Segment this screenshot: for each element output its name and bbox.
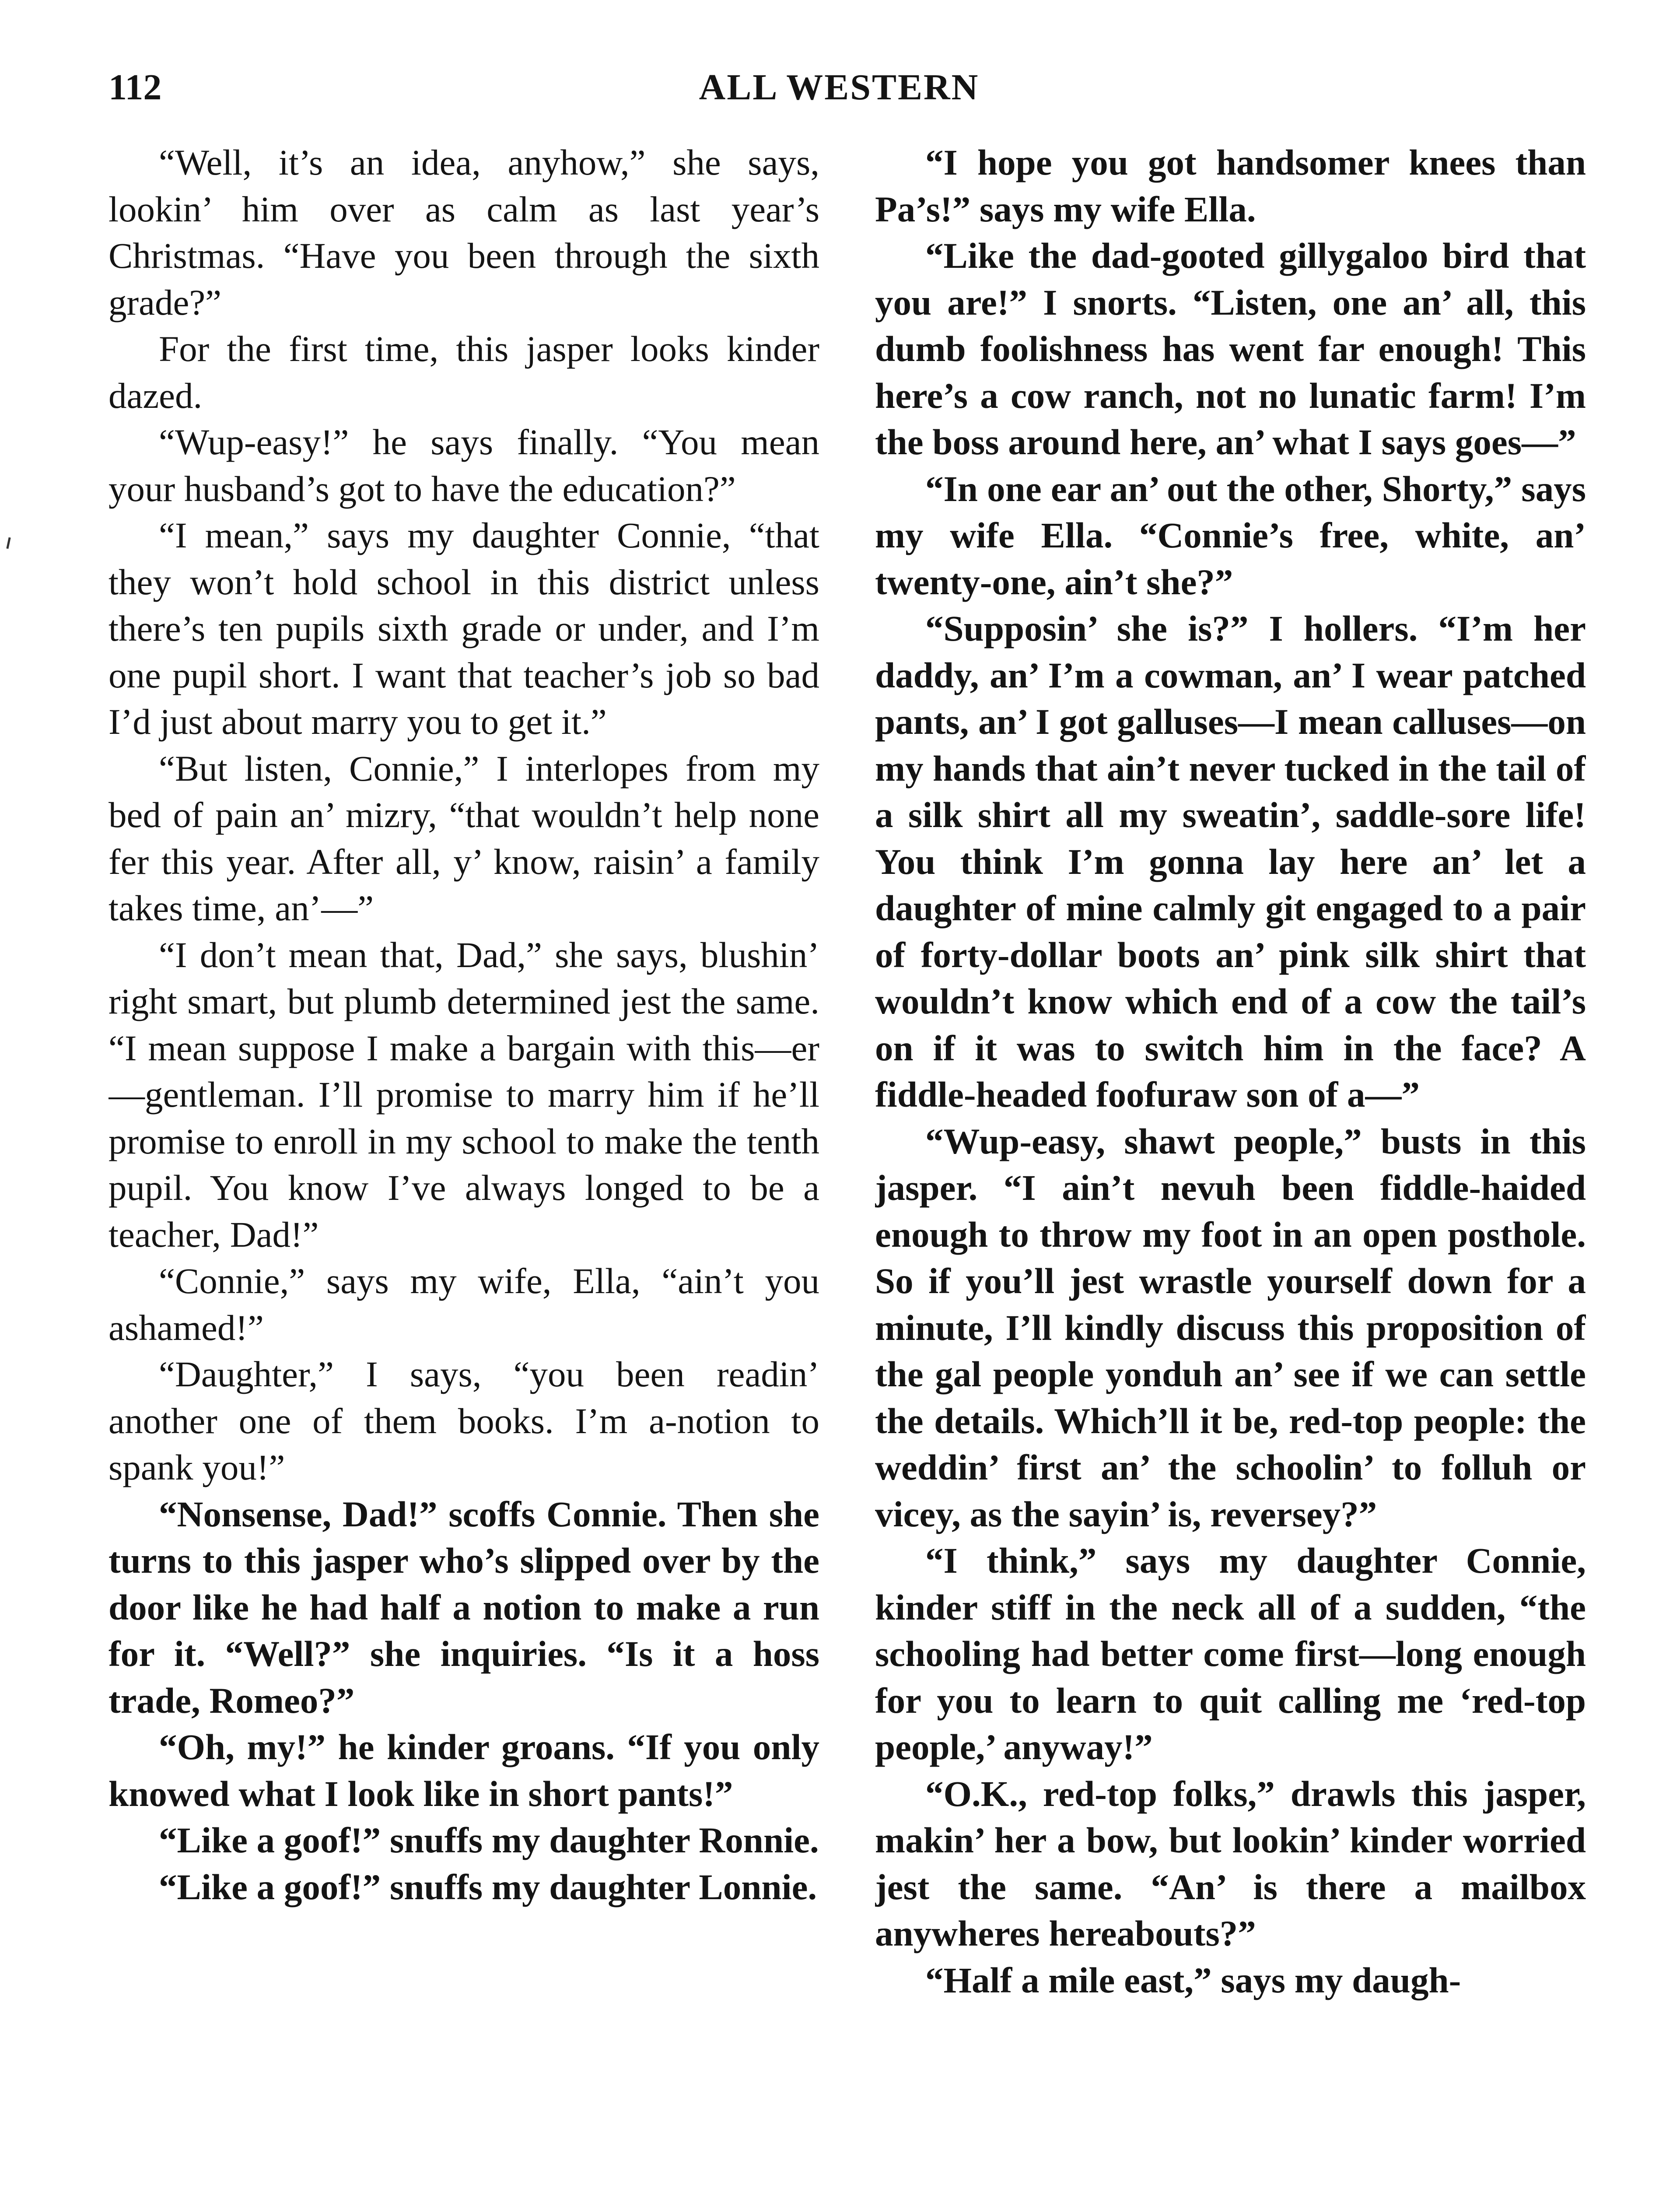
paragraph: “Wup-easy!” he says finally. “You mean your husband’s got to have the education?” xyxy=(108,422,819,509)
paragraph: “I think,” says my daughter Connie, kinder stiff in the neck all of a sudden, “the schooling had better come first—long enough for you to learn to quit calling me ‘red-top people,’ anyway!” xyxy=(875,1540,1586,1767)
paragraph: “Oh, my!” he kinder groans. “If you only knowed what I look like in short pants!” xyxy=(108,1727,819,1814)
page-header xyxy=(108,61,1570,123)
paragraph: “Nonsense, Dad!” scoffs Connie. Then she turns to this jasper who’s slipped over by the door like he had half a notion to make a run for it. “Well?” she inquiries. “Is it a hoss trade, Romeo?” xyxy=(108,1494,819,1721)
paragraph: “Well, it’s an idea, anyhow,” she says, lookin’ him over as calm as last year’s Christmas. “Have you been through the sixth grade?” xyxy=(108,142,819,323)
paragraph: “In one ear an’ out the other, Shorty,” says my wife Ella. “Connie’s free, white, an’ twenty-one, ain’t she?” xyxy=(875,468,1586,602)
paragraph: “Connie,” says my wife, Ella, “ain’t you ashamed!” xyxy=(108,1261,819,1348)
paragraph: “Like the dad-gooted gillygaloo bird that you are!” I snorts. “Listen, one an’ all, this dumb foolishness has went far enough! This here’s a cow ranch, not no lunatic farm! I’m the boss around here, an’ what I says goes—” xyxy=(875,235,1586,462)
paragraph: “I hope you got handsomer knees than Pa’s!” says my wife Ella. xyxy=(875,142,1586,229)
paragraph: “Half a mile east,” says my daugh- xyxy=(925,1960,1461,2000)
right-text-column xyxy=(875,139,1586,2188)
stray-ink-mark xyxy=(6,537,10,549)
magazine-title: ALL WESTERN xyxy=(699,67,980,108)
paragraph: “I mean,” says my daughter Connie, “that they won’t hold school in this district unless there’s ten pupils sixth grade or under, and I’m one pupil short. I want that teacher’s job so bad I’d just about marry you to get it.” xyxy=(108,515,819,742)
paragraph: “Daughter,” I says, “you been readin’ another one of them books. I’m a-notion to spank you!” xyxy=(108,1354,819,1487)
paragraph: “I don’t mean that, Dad,” she says, blushin’ right smart, but plumb determined jest the same. “I mean suppose I make a bargain with this—er—gentleman. I’ll promise to marry him if he’ll promise to enroll in my school to make the tenth pupil. You know I’ve always longed to be a teacher, Dad!” xyxy=(108,934,819,1255)
paragraph: “Like a goof!” snuffs my daughter Lonnie. xyxy=(159,1866,817,1907)
left-text-column xyxy=(108,139,819,2188)
paragraph: “Wup-easy, shawt people,” busts in this jasper. “I ain’t nevuh been fiddle-haided enough to throw my foot in an open posthole. So if you’ll jest wrastle yourself down for a minute, I’ll kindly discuss this proposition of the gal people yonduh an’ see if we can settle the details. Which’ll it be, red-top people: the weddin’ first an’ the schoolin’ to folluh or vicey, as the sayin’ is, reversey?” xyxy=(875,1121,1586,1534)
page-number: 112 xyxy=(108,67,162,108)
paragraph: “O.K., red-top folks,” drawls this jasper, makin’ her a bow, but lookin’ kinder worried jest the same. “An’ is there a mailbox anywheres hereabouts?” xyxy=(875,1773,1586,1953)
paragraph: “Supposin’ she is?” I hollers. “I’m her daddy, an’ I’m a cowman, an’ I wear patched pants, an’ I got galluses—I mean calluses—on my hands that ain’t never tucked in the tail of a silk shirt all my sweatin’, saddle-sore life! You think I’m gonna lay here an’ let a daughter of mine calmly git engaged to a pair of forty-dollar boots an’ pink silk shirt that wouldn’t know which end of a cow the tail’s on if it was to switch him in the face? A fiddle-headed foofuraw son of a—” xyxy=(875,608,1586,1115)
paragraph: “Like a goof!” snuffs my daughter Ronnie. xyxy=(159,1820,819,1860)
paragraph: “But listen, Connie,” I interlopes from my bed of pain an’ mizry, “that wouldn’t help none fer this year. After all, y’ know, raisin’ a family takes time, an’—” xyxy=(108,748,819,928)
paragraph: For the first time, this jasper looks kinder dazed. xyxy=(108,329,819,416)
